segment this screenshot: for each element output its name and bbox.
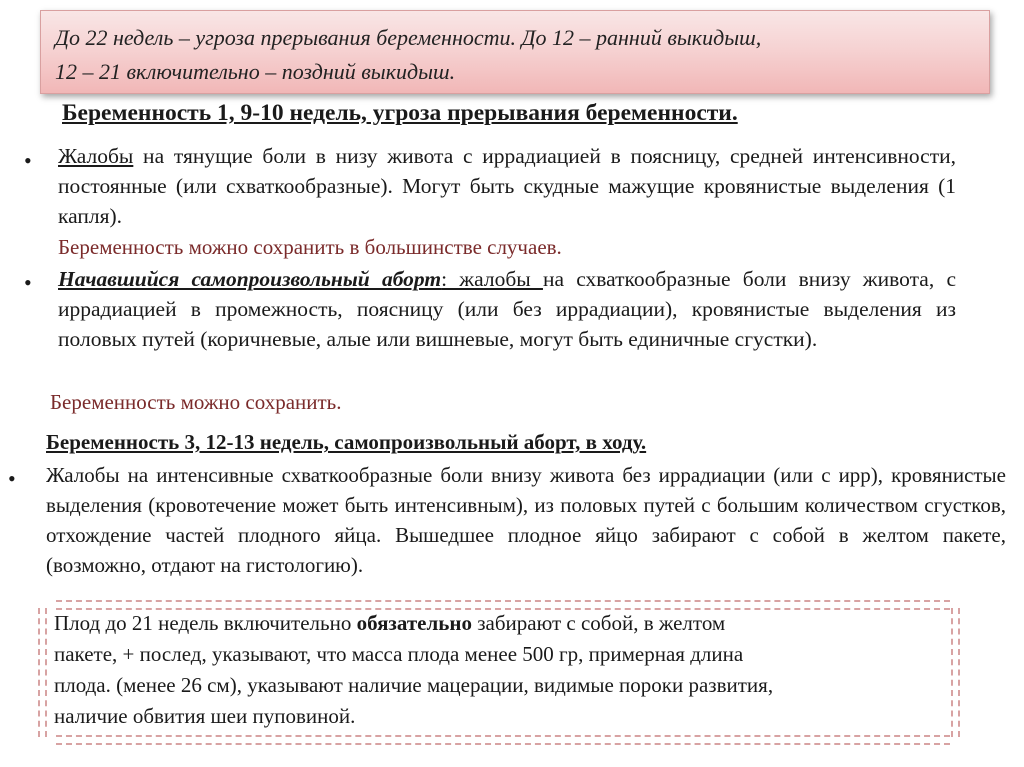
bullet1-paragraph <box>58 141 956 231</box>
section2-paragraph <box>46 460 1006 580</box>
bullet2-note: Беременность можно сохранить. <box>50 390 342 414</box>
bullet-marker-3: • <box>8 466 16 491</box>
header-banner <box>40 10 990 94</box>
section2-text: Жалобы на интенсивные схваткообразные боли внизу живота без иррадиации (или с ирр), кровянистые выделения (кровотечение может быть интенсивным), из половых путей с большим количеством сгустков, отхождение частей плодного яйца. Вышедшее плодное яйцо забирают с собой в желтом пакете, (возможно, отдают на гистологию). <box>46 463 1006 577</box>
dash-bottom <box>56 735 950 745</box>
boxed-line-1 <box>54 608 934 639</box>
boxed-note <box>54 608 934 732</box>
boxed-line-1-a: Плод до 21 недель включительно <box>54 611 357 635</box>
boxed-line-2: пакете, + послед, указывают, что масса плода менее 500 гр, примерная длина <box>54 642 744 666</box>
boxed-bold-word: обязательно <box>356 611 472 635</box>
bullet2-sep: : жалобы <box>441 267 543 291</box>
bullet2-text: на схваткообразные боли внизу живота, с иррадиацией в промежность, поясницу (или без иррадиации), кровянистые выделения из половых путей (коричневые, алые или вишневые, могут быть единичные сгустки). <box>58 267 956 351</box>
bullet2-lead: Начавшийся самопроизвольный аборт <box>58 267 442 291</box>
bullet1-lead: Жалобы <box>58 144 134 168</box>
bullet-marker-2: • <box>24 270 32 295</box>
bullet1-text: на тянущие боли в низу живота с иррадиацией в поясницу, средней интенсивности, постоянные (или схваткообразные). Могут быть скудные мажущие кровянистые выделения (1 капля). <box>58 144 956 228</box>
section2-title: Беременность 3, 12-13 недель, самопроизвольный аборт, в ходу. <box>46 430 647 454</box>
boxed-line-3: плода. (менее 26 см), указывают наличие мацерации, видимые пороки развития, <box>54 673 774 697</box>
section1-title: Беременность 1, 9-10 недель, угроза прерывания беременности. <box>62 100 738 126</box>
bullet2-paragraph <box>58 264 956 354</box>
boxed-line-1-b: забирают с собой, в желтом <box>471 611 726 635</box>
bullet-marker-1: • <box>24 148 32 173</box>
dash-left <box>38 608 47 737</box>
bullet1-note: Беременность можно сохранить в большинстве случаев. <box>58 235 562 259</box>
boxed-line-4: наличие обвития шеи пуповиной. <box>54 704 356 728</box>
header-line-1: До 22 недель – угроза прерывания беременности. До 12 – ранний выкидыш, <box>55 25 762 50</box>
dash-right <box>951 608 960 737</box>
header-line-2: 12 – 21 включительно – поздний выкидыш. <box>55 59 456 84</box>
